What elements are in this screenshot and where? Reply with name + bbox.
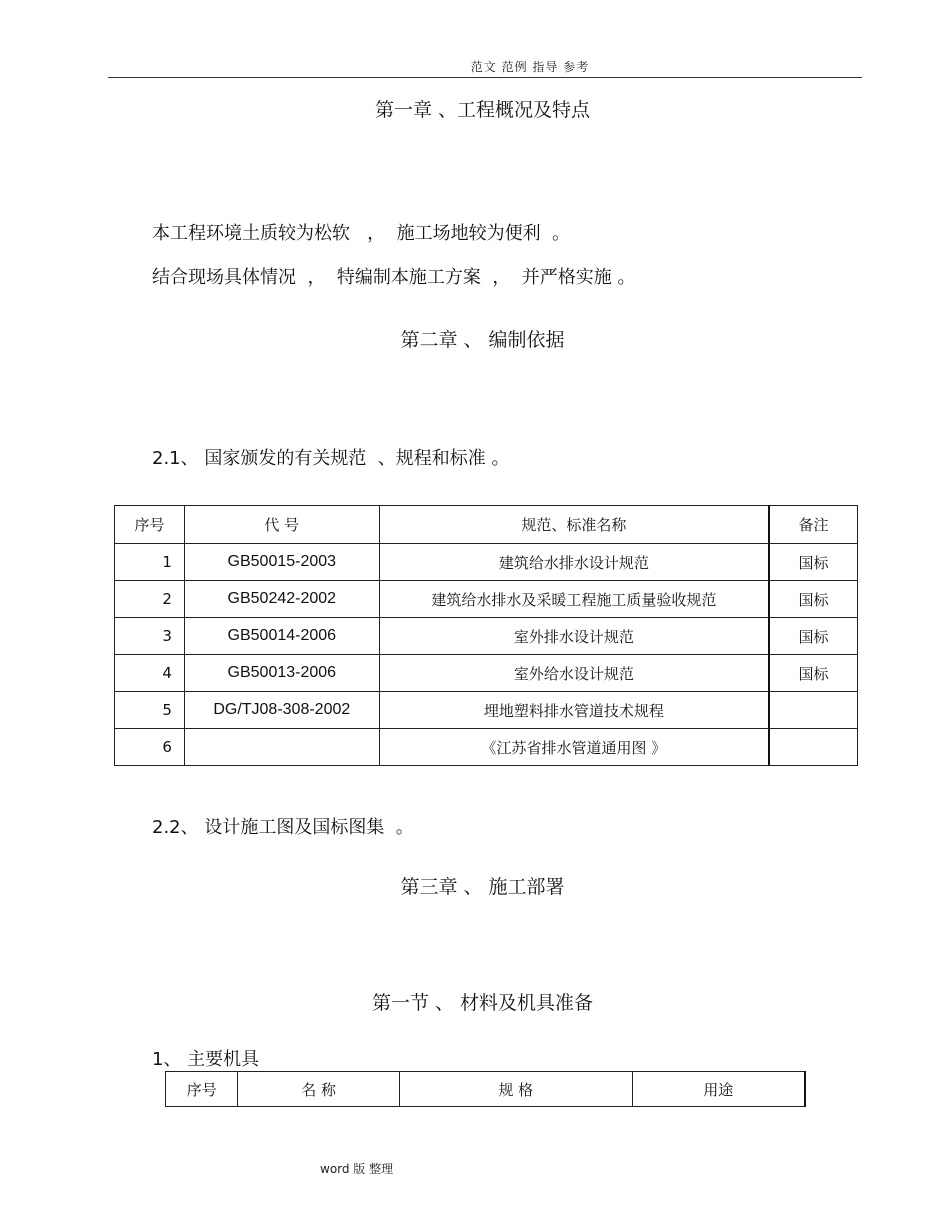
header-cell-purpose: 用途 [632,1072,805,1107]
row-standard-name: 《江苏省排水管道通用图 》 [379,729,769,766]
row-code: GB50014-2006 [184,618,379,655]
table-row [115,544,858,581]
row-standard-name: 建筑给水排水及采暖工程施工质量验收规范 [379,581,769,618]
row-code: GB50242-2002 [184,581,379,618]
machinery-table [165,1071,806,1107]
header-cell-name: 规范、标准名称 [379,506,769,544]
row-number: 4 [115,655,185,692]
row-code: DG/TJ08-308-2002 [184,692,379,729]
header-divider [108,77,862,78]
row-standard-name: 室外给水设计规范 [379,655,769,692]
table-header-row [115,506,858,544]
chapter3-title: 第三章 、 施工部署 [400,876,565,898]
header-cell-spec: 规 格 [399,1072,632,1107]
header-cell-number: 序号 [115,506,185,544]
section-2-2-title: 2.2、 设计施工图及国标图集 。 [152,817,414,838]
header-cell-note: 备注 [769,506,857,544]
table-row [115,581,858,618]
chapter1-paragraph-2: 结合现场具体情况 ， 特编制本施工方案 ， 并严格实施 。 [152,267,636,288]
row-code [184,729,379,766]
chapter1-paragraph-1: 本工程环境土质较为松软 ， 施工场地较为便利 。 [152,223,571,244]
section-2-1-title: 2.1、 国家颁发的有关规范 、规程和标准 。 [152,448,510,469]
header-cell-code: 代 号 [184,506,379,544]
table-row [115,655,858,692]
row-standard-name: 埋地塑料排水管道技术规程 [379,692,769,729]
row-number: 5 [115,692,185,729]
row-number: 2 [115,581,185,618]
row-code: GB50015-2003 [184,544,379,581]
row-number: 3 [115,618,185,655]
standards-table [114,505,858,766]
table-header-row [166,1072,806,1107]
row-note [769,729,857,766]
row-note: 国标 [769,544,857,581]
table-row [115,692,858,729]
chapter2-title: 第二章 、 编制依据 [400,329,565,351]
page-footer: word 版 整理 [320,1162,394,1176]
row-note: 国标 [769,655,857,692]
header-cell-number: 序号 [166,1072,238,1107]
row-note: 国标 [769,618,857,655]
row-note: 国标 [769,581,857,618]
row-note [769,692,857,729]
table-row [115,618,858,655]
chapter3-section-title: 第一节 、 材料及机具准备 [371,992,594,1014]
row-standard-name: 室外排水设计规范 [379,618,769,655]
item-main-machinery: 1、 主要机具 [152,1049,260,1070]
row-number: 6 [115,729,185,766]
chapter1-title: 第一章 、工程概况及特点 [374,99,591,121]
row-code: GB50013-2006 [184,655,379,692]
header-cell-name: 名 称 [238,1072,399,1107]
table-row [115,729,858,766]
page-header: 范文 范例 指导 参考 [470,60,590,74]
row-number: 1 [115,544,185,581]
row-standard-name: 建筑给水排水设计规范 [379,544,769,581]
